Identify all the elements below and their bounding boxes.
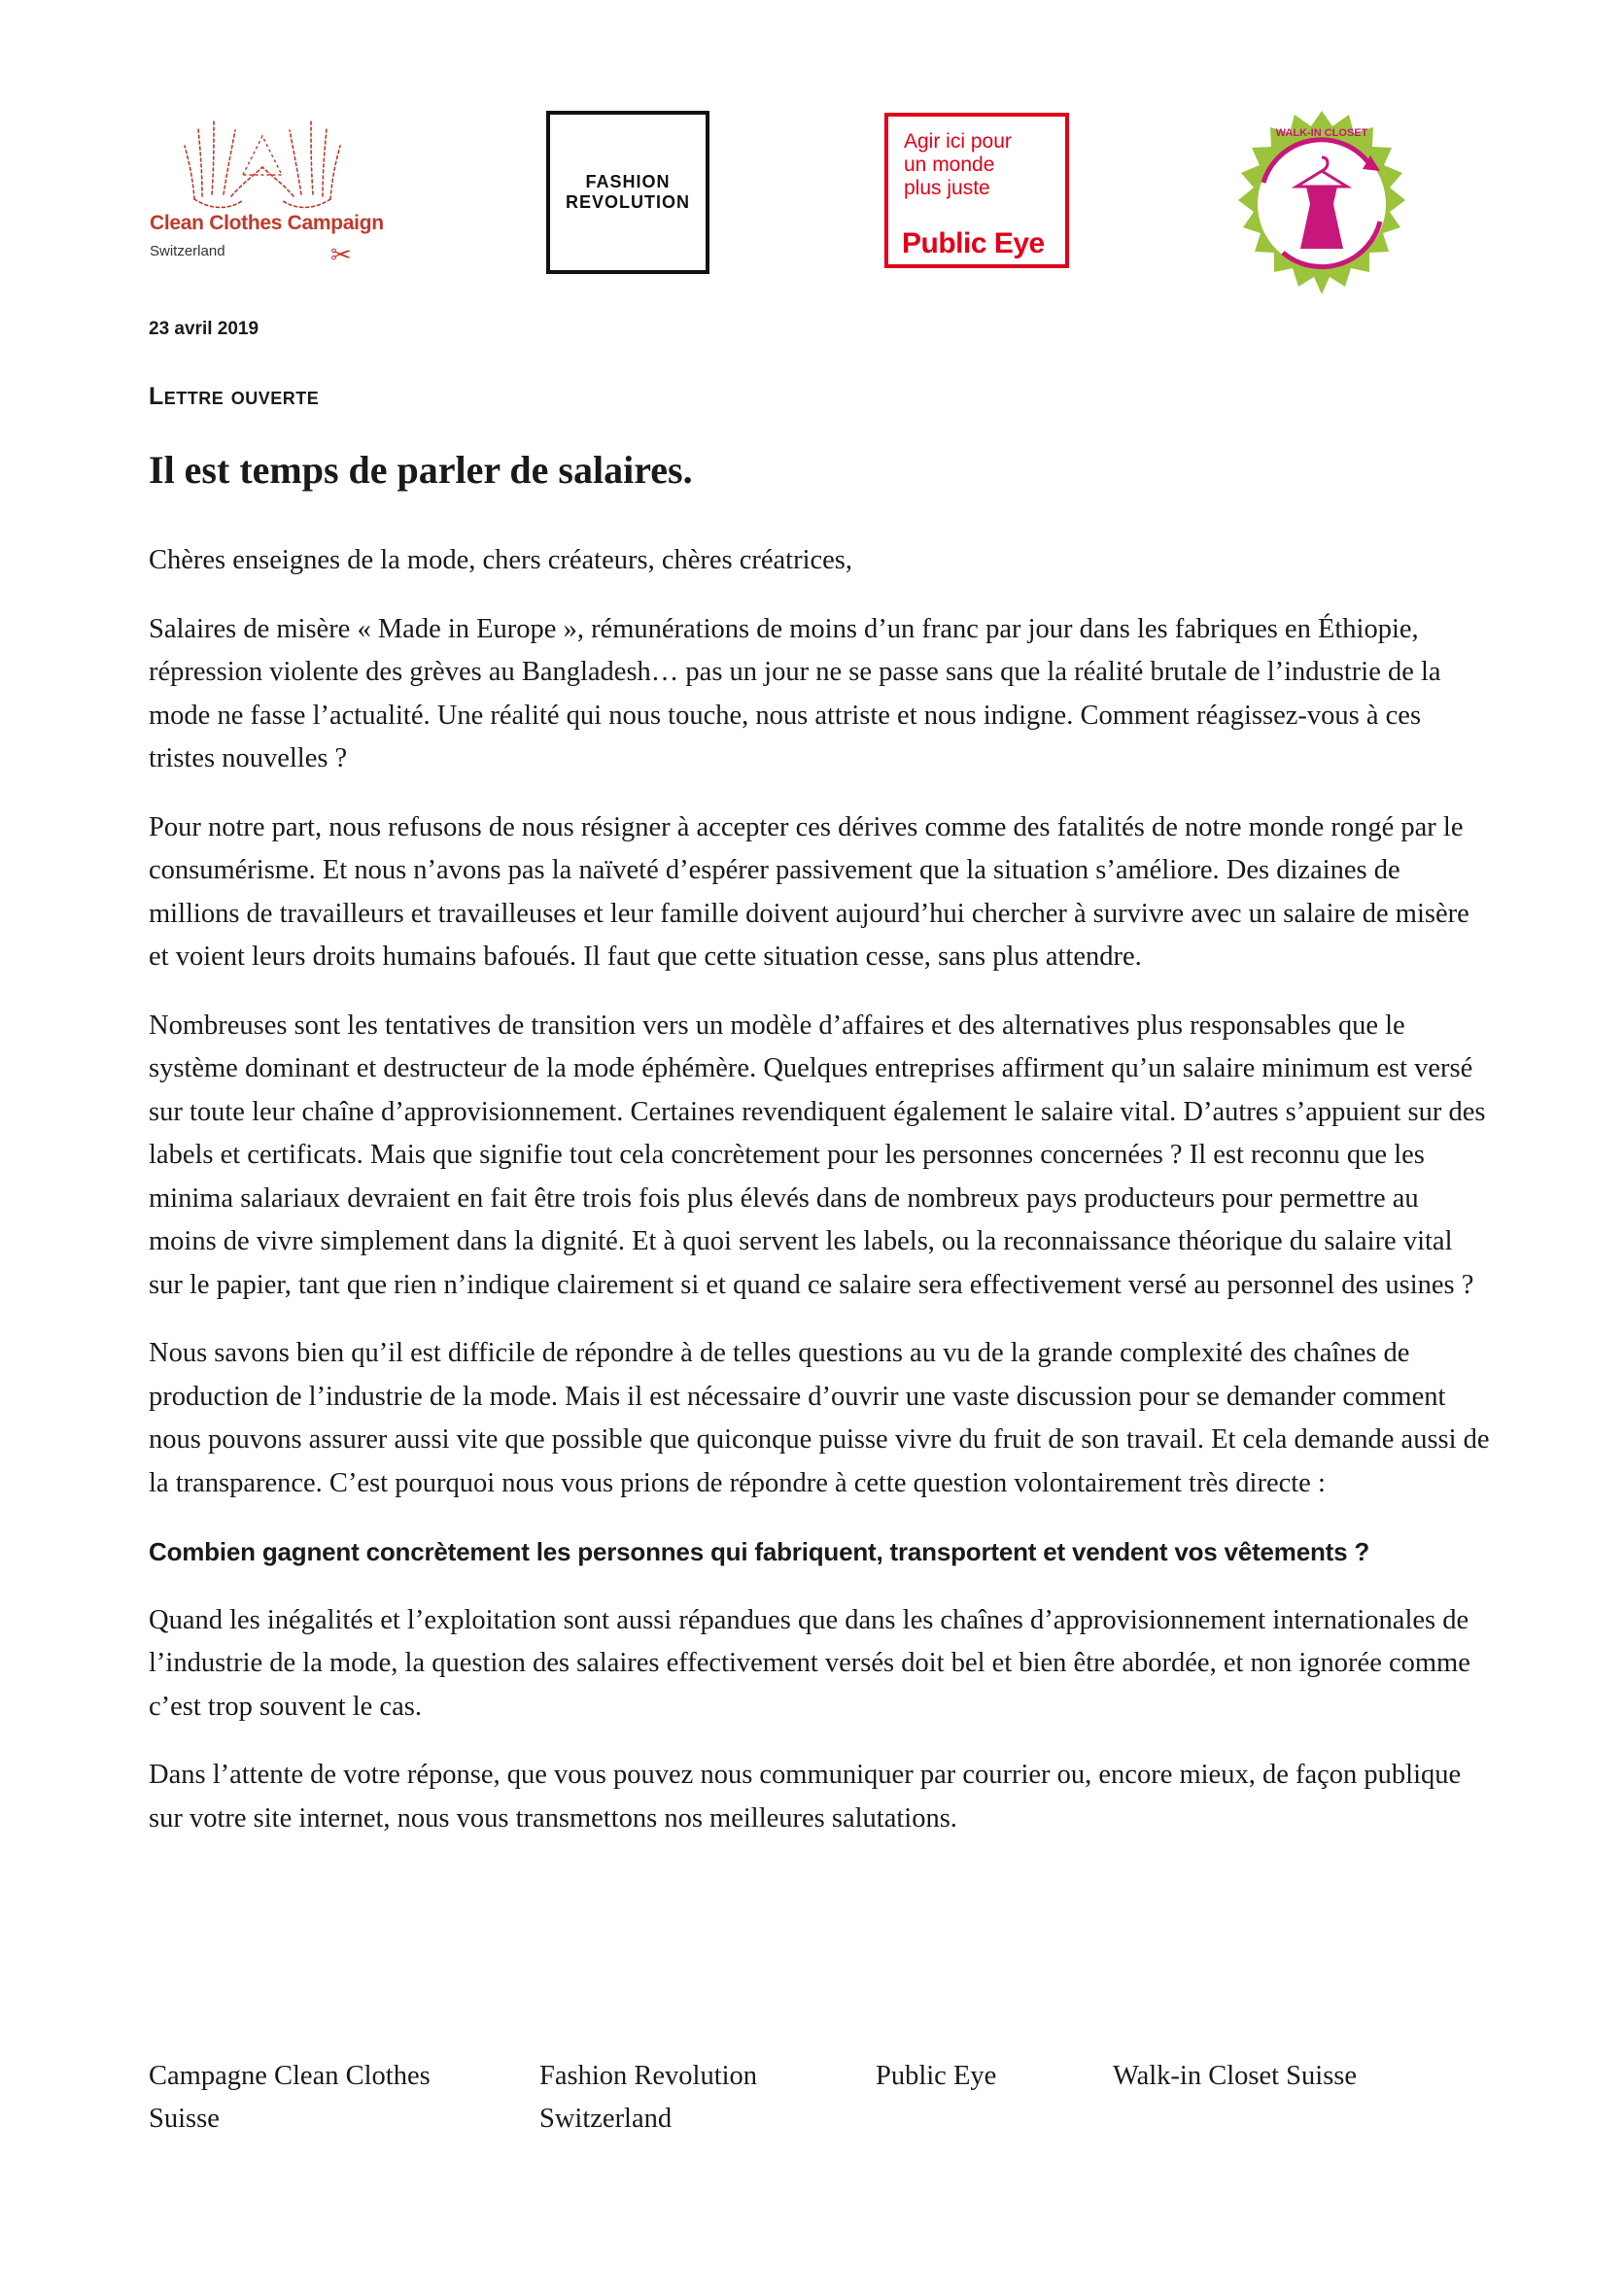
signature-clean-clothes: Campagne Clean Clothes Suisse [149, 2061, 431, 2134]
clean-clothes-campaign-logo [146, 107, 408, 272]
letter-date: 23 avril 2019 [149, 319, 259, 339]
letter-title: Il est temps de parler de salaires. [149, 448, 693, 492]
paragraph-6: Dans l’attente de votre réponse, que vous pouvez nous communiquer par courrier ou, encore mieux, de façon publique sur votre site internet, nous vous transmettons nos meilleures salutations. [149, 1760, 1462, 1833]
letter-body [149, 539, 1490, 1866]
pe-line3: plus juste [904, 177, 990, 200]
letter-kicker: Lettre ouverte [149, 383, 320, 410]
paragraph-1: Salaires de misère « Made in Europe », rémunérations de moins d’un franc par jour dans les fabriques en Éthiopie, répression violente des grèves au Bangladesh… pas un jour ne se passe sans que la réalité brutale de l’industrie de la mode ne fasse l’actualité. Une réalité qui nous touche, nous attriste et nous indigne. Comment réagissez-vous à ces tristes nouvelles ? [149, 613, 1441, 773]
paragraph-3: Nombreuses sont les tentatives de transition vers un modèle d’affaires et des alternatives plus responsables que le système dominant et destructeur de la mode éphémère. Quelques entreprises affirment qu’un salaire minimum est versé sur toute leur chaîne d’approvisionnement. Certaines revendiquent également le salaire vital. D’autres s’appuient sur des labels et certificats. Mais que signifie tout cela concrètement pour les personnes concernées ? Il est reconnu que les minima salariaux devraient en fait être trois fois plus élevés dans de nombreux pays producteurs pour permettre au moins de vivre simplement dans la dignité. Et à quoi servent les labels, ou la reconnaissance théorique du salaire vital sur le papier, tant que rien n’indique clairement si et quand ce salaire sera effectivement versé au personnel des usines ? [149, 1010, 1486, 1300]
ccc-name: Clean Clothes Campaign [150, 212, 384, 234]
paragraph-4: Nous savons bien qu’il est difficile de répondre à de telles questions au vu de la grande complexité des chaînes de production de l’industrie de la mode. Mais il est nécessaire d’ouvrir une vaste discussion pour se demander comment nous pouvons assurer aussi vite que possible que quiconque puisse vivre du fruit de son travail. Et cela demande aussi de la transparence. C’est pourquoi nous vous prions de répondre à cette question volontairement très directe : [149, 1338, 1490, 1498]
key-question: Combien gagnent concrètement les personnes qui fabriquent, transportent et vendent vos vêtements ? [149, 1537, 1370, 1566]
salutation: Chères enseignes de la mode, chers créateurs, chères créatrices, [149, 545, 853, 575]
paragraph-5: Quand les inégalités et l’exploitation sont aussi répandues que dans les chaînes d’approvisionnement internationales de l’industrie de la mode, la question des salaires effectivement versés doit bel et bien être abordée, et non ignorée comme c’est trop souvent le cas. [149, 1604, 1470, 1722]
signature-fashion-revolution: Fashion Revolution Switzerland [539, 2061, 758, 2134]
signature-walk-in-closet: Walk-in Closet Suisse [1113, 2061, 1358, 2091]
hands-icon [175, 107, 350, 214]
paragraph-2: Pour notre part, nous refusons de nous résigner à accepter ces dérives comme des fatalités de notre monde rongé par le consumérisme. Et nous n’avons pas la naïveté d’espérer passivement que la situation s’améliore. Des dizaines de millions de travailleurs et travailleuses et leur famille doivent aujourd’hui chercher à survivre avec un salaire de misère et voient leurs droits humains bafoués. Il faut que cette situation cesse, sans plus attendre. [149, 811, 1469, 972]
pe-line2: un monde [904, 154, 995, 177]
public-eye-logo [884, 113, 1069, 268]
pe-line1: Agir ici pour [904, 130, 1012, 153]
logo-row [0, 97, 1624, 291]
fashion-revolution-logo [546, 111, 709, 274]
wic-ring-text: WALK-IN CLOSET [1275, 127, 1368, 139]
pe-brand: Public Eye [902, 227, 1045, 259]
fr-line1: FASHION [585, 172, 671, 192]
ccc-country: Switzerland [150, 243, 225, 259]
fr-line2: REVOLUTION [565, 192, 690, 212]
signature-public-eye: Public Eye [876, 2061, 997, 2091]
signatures [149, 2055, 1490, 2142]
walk-in-closet-logo [1225, 107, 1419, 301]
scissors-icon: ✂ [330, 241, 352, 269]
